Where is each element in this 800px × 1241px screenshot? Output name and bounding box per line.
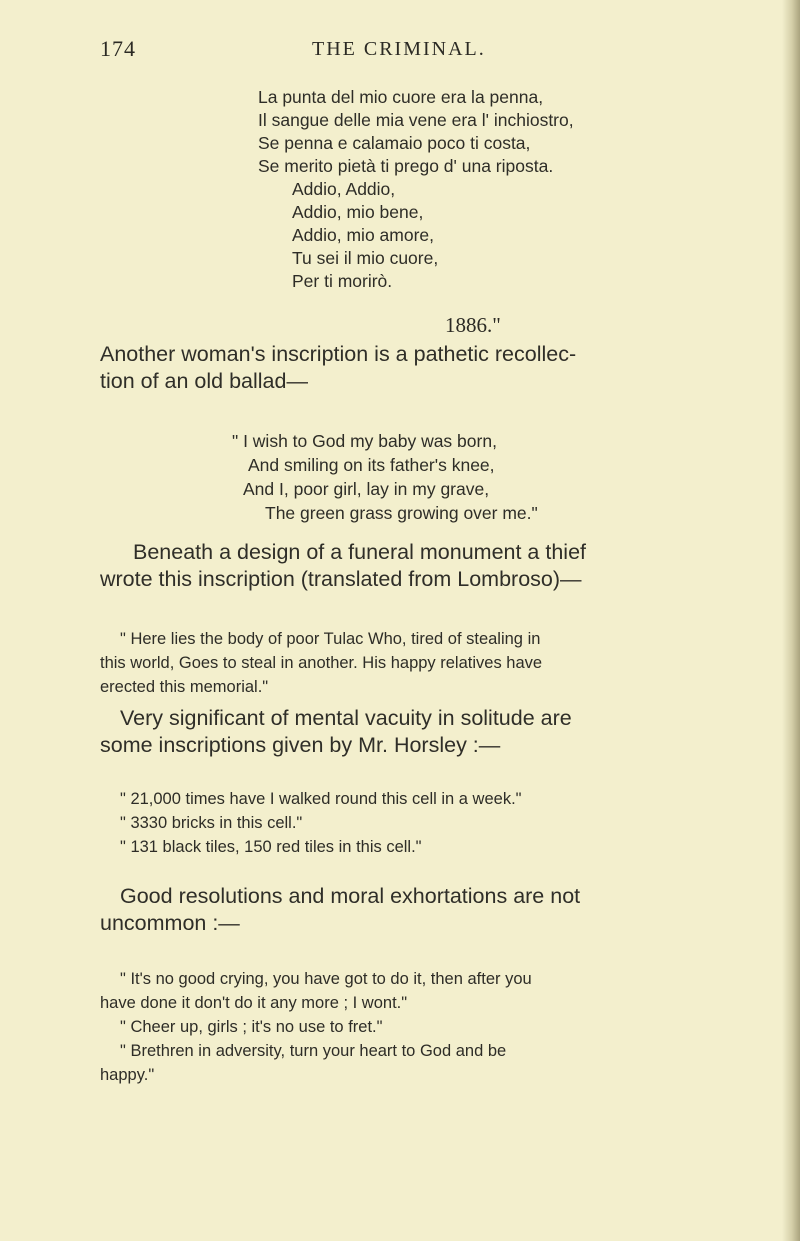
ballad-line: And I, poor girl, lay in my grave, — [243, 479, 490, 499]
paragraph-line: Good resolutions and moral exhortations are not — [120, 884, 581, 908]
ballad-line: And smiling on its father's knee, — [248, 455, 495, 475]
quote-line: have done it don't do it any more ; I wont." — [100, 994, 408, 1012]
paragraph-line: wrote this inscription (translated from Lombroso)— — [100, 567, 582, 591]
quote-line: " Cheer up, girls ; it's no use to fret." — [120, 1018, 383, 1036]
refrain-line: Addio, mio bene, — [292, 202, 424, 222]
refrain-line: Tu sei il mio cuore, — [292, 248, 439, 268]
quote-line: erected this memorial." — [100, 678, 269, 696]
running-head: THE CRIMINAL. — [312, 38, 486, 60]
paragraph-thief — [100, 539, 710, 593]
quote-line: " Brethren in adversity, turn your heart to God and be — [120, 1042, 507, 1060]
refrain-line: Addio, mio amore, — [292, 225, 435, 245]
paragraph-ballad-intro — [100, 341, 710, 395]
page-header — [100, 36, 700, 66]
paragraph-line: some inscriptions given by Mr. Horsley :— — [100, 733, 501, 757]
horsley-inscriptions — [100, 787, 712, 859]
paragraph-resolutions — [100, 883, 710, 937]
thief-inscription — [100, 627, 712, 699]
verse-line: Se merito pietà ti prego d' una riposta. — [258, 156, 554, 176]
paragraph-line: Beneath a design of a funeral monument a thief — [133, 540, 587, 564]
ballad-line: The green grass growing over me." — [265, 503, 538, 523]
verse-line: Se penna e calamaio poco ti costa, — [258, 133, 531, 153]
quote-line: " It's no good crying, you have got to do it, then after you — [120, 970, 532, 988]
page-edge-shadow — [782, 0, 800, 1241]
paragraph-horsley — [100, 705, 710, 759]
verse-date: 1886." — [445, 313, 501, 337]
italian-verse — [258, 86, 574, 293]
paragraph-line: uncommon :— — [100, 911, 240, 935]
verse-line: La punta del mio cuore era la penna, — [258, 87, 544, 107]
verse-line: Il sangue delle mia vene era l' inchiostro, — [258, 110, 574, 130]
paragraph-line: Very significant of mental vacuity in solitude are — [120, 706, 572, 730]
ballad-line: " I wish to God my baby was born, — [232, 431, 497, 451]
quote-line: happy." — [100, 1066, 155, 1084]
refrain-line: Per ti morirò. — [292, 271, 393, 291]
quote-line: " 3330 bricks in this cell." — [120, 814, 303, 832]
ballad-verse — [232, 429, 538, 525]
page-number: 174 — [100, 36, 136, 61]
quote-line: " 131 black tiles, 150 red tiles in this cell." — [120, 838, 422, 856]
refrain-line: Addio, Addio, — [292, 179, 396, 199]
quote-line: this world, Goes to steal in another. His happy relatives have — [100, 654, 543, 672]
quote-line: " 21,000 times have I walked round this cell in a week." — [120, 790, 522, 808]
paragraph-line: Another woman's inscription is a pathetic recollec- — [100, 342, 577, 366]
paragraph-line: tion of an old ballad— — [100, 369, 308, 393]
exhortations — [100, 967, 712, 1087]
quote-line: " Here lies the body of poor Tulac Who, tired of stealing in — [120, 630, 541, 648]
